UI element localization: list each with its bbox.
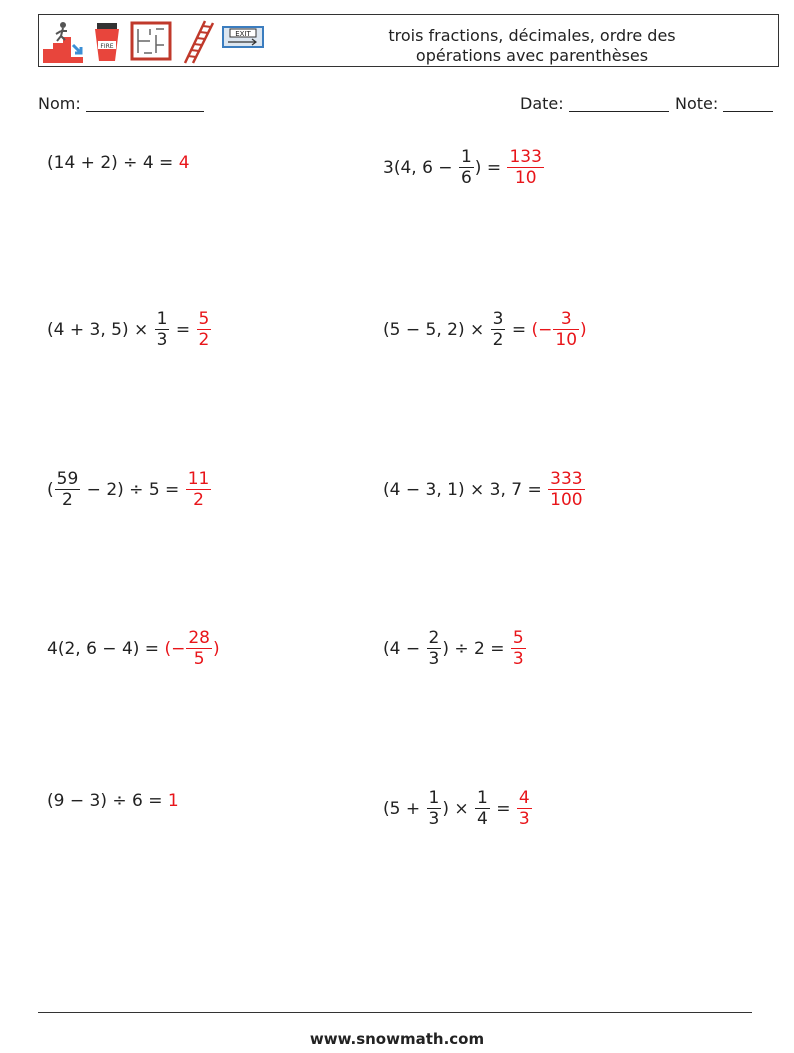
fraction [460,147,473,188]
problem-8 [383,628,527,669]
fraction [476,788,489,829]
answer-denominator: 3 [512,649,524,669]
numerator: 1 [156,309,168,329]
answer-fraction [512,628,525,669]
title-line-1: trois fractions, décimales, ordre des [388,26,676,45]
numerator: 59 [56,469,79,489]
problem-expression: = [506,319,532,340]
problem-3 [47,309,212,350]
denominator: 3 [156,330,168,350]
exit-sign-icon [222,19,266,49]
problem-2 [383,147,545,188]
fraction [156,309,169,350]
denominator: 4 [477,809,488,829]
problem-expression: (9 − 3) ÷ 6 = [47,791,168,811]
answer-fraction [187,628,211,669]
name-label: Nom: [38,94,81,113]
answer-fraction [198,309,211,350]
numerator: 1 [477,788,488,808]
problem-expression: 3(4, 6 − [383,157,458,178]
problem-expression: ( [47,479,54,500]
date-blank[interactable] [569,95,669,112]
grade-field[interactable] [675,94,773,113]
problem-7 [47,628,220,669]
answer-close: ) [212,638,220,659]
problem-expression: (5 + [383,798,426,819]
answer-denominator: 5 [186,648,212,669]
answer-numerator: 5 [512,628,524,648]
problem-4 [383,309,587,350]
problem-expression: = [170,319,196,340]
numerator: 3 [492,309,504,329]
problem-10 [383,788,533,829]
bucket-label: FIRE [100,43,114,50]
answer-numerator: 5 [198,309,210,329]
footer-site-link[interactable]: www.snowmath.com [309,1030,485,1048]
numerator: 2 [428,628,440,648]
answer-numerator: 28 [188,628,210,648]
answer-denominator: 10 [555,330,578,350]
grade-blank[interactable] [723,95,773,112]
denominator: 6 [460,168,472,188]
name-field[interactable] [38,94,204,113]
fraction [428,628,441,669]
problem-expression: (4 − 3, 1) × 3, 7 = [383,479,548,500]
denominator: 3 [428,809,440,829]
answer: 4 [178,153,190,173]
date-field[interactable] [520,94,669,113]
grade-label: Note: [675,94,719,113]
worksheet-header [38,14,779,67]
answer-fraction [508,147,542,188]
denominator: 3 [428,649,440,669]
answer-numerator: 3 [560,309,572,329]
fire-bucket-icon [93,19,121,65]
answer-fraction [518,788,531,829]
problem-expression: − 2) ÷ 5 = [81,479,185,500]
problem-expression: ) = [474,157,507,178]
problem-expression: (4 + 3, 5) × [47,319,154,340]
numerator: 1 [460,147,472,167]
name-blank[interactable] [86,95,204,112]
problem-expression: (5 − 5, 2) × [383,319,490,340]
fraction [56,469,80,510]
footer-divider [38,1012,752,1013]
answer-close: ) [580,319,587,340]
worksheet-title [332,26,732,66]
problem-1 [47,152,190,174]
answer-denominator: 2 [198,330,210,350]
answer-numerator: 333 [550,469,583,489]
answer-denominator: 3 [518,809,530,829]
answer-denominator: 2 [186,489,212,510]
answer: 1 [167,791,179,811]
problem-expression: = [490,798,516,819]
answer-open: (− [164,638,186,659]
answer-fraction [187,469,211,510]
ladder-icon [181,19,215,65]
problem-9 [47,790,179,812]
answer-denominator: 100 [550,490,583,510]
problem-expression: (4 − [383,638,426,659]
fraction [428,788,441,829]
denominator: 2 [55,489,81,510]
answer-fraction [554,309,578,350]
denominator: 2 [492,330,504,350]
floor-plan-icon [130,19,172,63]
problem-expression: ) ÷ 2 = [442,638,510,659]
problem-expression: 4(2, 6 − 4) = [47,638,165,659]
numerator: 1 [428,788,440,808]
problem-expression: (14 + 2) ÷ 4 = [47,153,179,173]
stairs-exit-icon [41,19,85,65]
date-label: Date: [520,94,564,113]
fraction [492,309,505,350]
problem-expression: ) × [442,798,475,819]
answer-fraction [549,469,583,510]
answer-denominator: 10 [507,167,543,188]
answer-numerator: 4 [518,788,530,808]
problem-5 [47,469,212,510]
answer-open: (− [531,319,553,340]
answer-numerator: 11 [187,469,210,489]
answer-numerator: 133 [509,147,542,167]
exit-sign-label: EXIT [235,30,251,38]
title-line-2: opérations avec parenthèses [415,46,649,65]
problem-6 [383,469,586,510]
